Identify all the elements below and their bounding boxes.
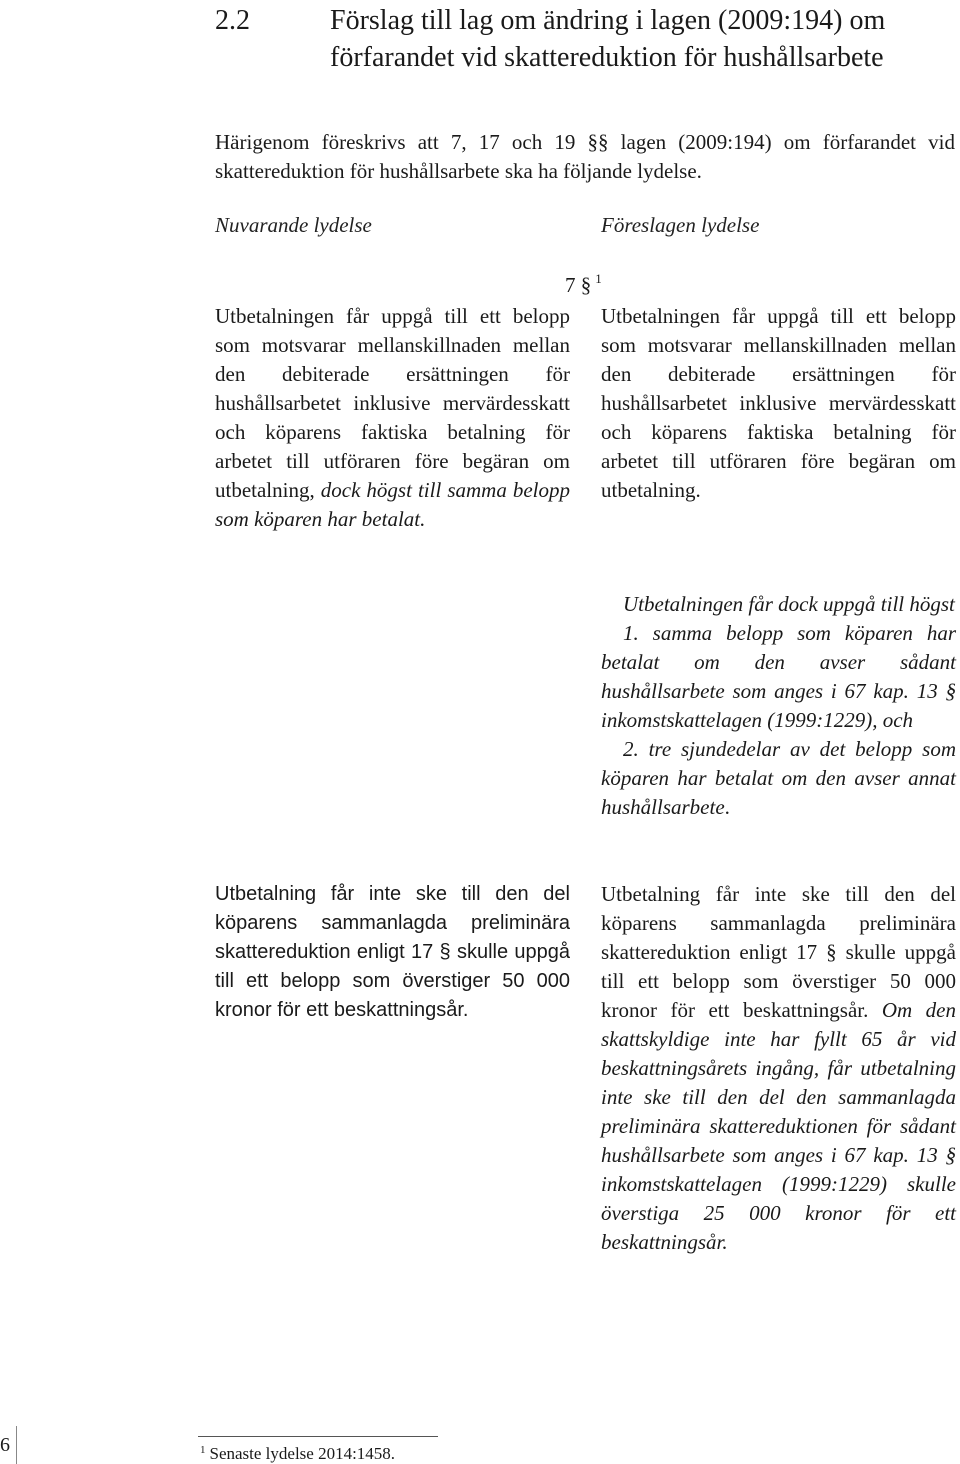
proposed-paragraph-2 xyxy=(601,590,956,822)
footnote-text: Senaste lydelse 2014:1458. xyxy=(209,1444,396,1463)
proposed-paragraph-3 xyxy=(601,880,956,1257)
section-number: 2.2 xyxy=(215,5,250,36)
current-paragraph-2: Utbetalning får inte ske till den del köparens sammanlagda preliminära skattereduktion enligt 17 § skulle uppgå till ett belopp som överstiger 50 000 kronor för ett beskattningsår. xyxy=(215,883,570,1021)
intro-paragraph: Härigenom föreskrivs att 7, 17 och 19 §§ lagen (2009:194) om förfarandet vid skattereduktion för hushållsarbete ska ha följande lydelse. xyxy=(215,130,955,183)
proposed-p2-end: . xyxy=(724,795,730,819)
section-title: Förslag till lag om ändring i lagen (2009:194) om förfarandet vid skattereduktion för hushållsarbete xyxy=(330,5,886,73)
proposed-paragraph-1: Utbetalningen får uppgå till ett belopp som motsvarar mellanskillnaden mellan den debiterade ersättningen för hushållsarbetet inklusive mervärdesskatt och köparens faktiska betalning för arbetet till utföraren före begäran om utbetalning. xyxy=(601,304,956,502)
paragraph-label xyxy=(565,272,602,301)
current-wording-heading: Nuvarande lydelse xyxy=(215,213,372,237)
current-paragraph-1 xyxy=(215,302,570,534)
proposed-p3-end: . xyxy=(722,1230,728,1254)
current-p1-end: . xyxy=(420,507,426,531)
proposed-p3-text: Utbetalning får inte ske till den del köparens sammanlagda preliminära skattereduktion enligt 17 § skulle uppgå till ett belopp som överstiger 50 000 kronor för ett beskattningsår. xyxy=(601,882,956,1022)
proposed-p2-intro: Utbetalningen får dock uppgå till högst xyxy=(623,592,955,616)
proposed-p3-italic: Om den skattskyldige inte har fyllt 65 år vid beskattningsårets ingång, får utbetalning inte ske till den del den sammanlagda preliminära skattereduktionen för sådant hushållsarbete som anges i 67 kap. 13 § inkomstskattelagen (1999:1229) skulle överstiga 25 000 kronor för ett beskattningsår xyxy=(601,998,957,1254)
footnote-reference: 1 xyxy=(595,271,602,286)
proposed-wording-heading: Föreslagen lydelse xyxy=(601,213,760,237)
current-p1-italic: dock högst till samma belopp som köparen har betalat xyxy=(215,478,570,531)
proposed-p2-item-1: 1. samma belopp som köparen har betalat om den avser sådant hushållsarbete som anges i 67 kap. 13 § inkomstskattelagen (1999:1229), och xyxy=(601,621,956,732)
paragraph-number: 7 § xyxy=(565,273,592,297)
footnote xyxy=(200,1440,395,1464)
page-number: 6 xyxy=(0,1434,10,1456)
footnote-separator xyxy=(198,1436,438,1437)
proposed-p2-item-2 xyxy=(601,735,956,822)
footnote-number: 1 xyxy=(200,1444,206,1456)
current-p1-text: Utbetalningen får uppgå till ett belopp som motsvarar mellanskillnaden mellan den debiterade ersättningen för hushållsarbetet inklusive mervärdesskatt och köparens faktiska betalning för arbetet till utföraren före begäran om utbetalning, xyxy=(215,304,570,502)
margin-rule xyxy=(16,1426,17,1464)
proposed-p2-item-2-text: 2. tre sjundedelar av det belopp som köparen har betalat om den avser annat hushållsarbete xyxy=(601,737,956,819)
